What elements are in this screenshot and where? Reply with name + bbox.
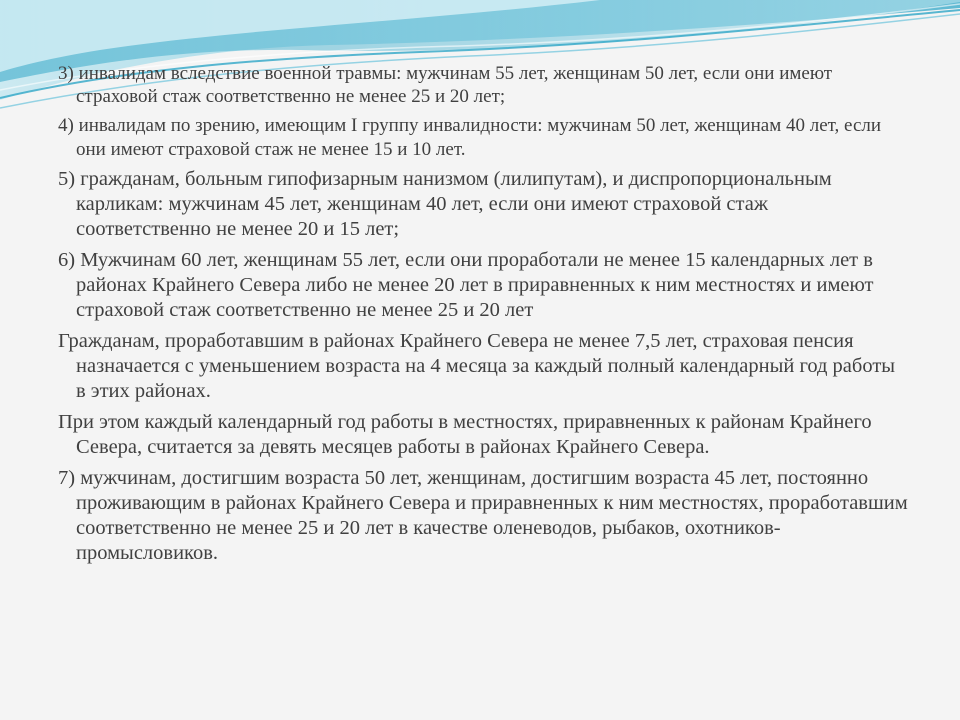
paragraph-6-far-north: 6) Мужчинам 60 лет, женщинам 55 лет, если они проработали не менее 15 календарных лет в районах Крайнего Севера либо не менее 20 лет в приравненных к ним местностях и имеют страховой стаж соответственно не менее 25 и 20 лет	[58, 248, 874, 321]
paragraph-4-vision-disability: 4) инвалидам по зрению, имеющим I группу инвалидности: мужчинам 50 лет, женщинам 40 лет, если они имеют страховой стаж не менее 15 и 10 лет.	[58, 115, 882, 160]
paragraph-3-military-trauma: 3) инвалидам вследствие военной травмы: мужчинам 55 лет, женщинам 50 лет, если они имеют страховой стаж соответственно не менее 25 и 20 лет;	[58, 63, 833, 108]
paragraph-5-nanism: 5) гражданам, больным гипофизарным нанизмом (лилипутам), и диспропорциональным карликам: мужчинам 45 лет, женщинам 40 лет, если они имеют страховой стаж соответственно не менее 20 и 15 лет;	[58, 167, 832, 240]
slide-body	[58, 62, 908, 572]
paragraph-7-reindeer-herders: 7) мужчинам, достигшим возраста 50 лет, женщинам, достигшим возраста 45 лет, постоянно проживающим в районах Крайнего Севера и приравненных к ним местностях, проработавшим соответственно не менее 25 и 20 лет в качестве оленеводов, рыбаков, охотников-промысловиков.	[58, 466, 908, 564]
paragraph-equivalent-areas: При этом каждый календарный год работы в местностях, приравненных к районам Крайнего Севера, считается за девять месяцев работы в районах Крайнего Севера.	[58, 410, 872, 458]
paragraph-far-north-reduction: Гражданам, проработавшим в районах Крайнего Севера не менее 7,5 лет, страховая пенсия назначается с уменьшением возраста на 4 месяца за каждый полный календарный год работы в этих районах.	[58, 329, 896, 402]
